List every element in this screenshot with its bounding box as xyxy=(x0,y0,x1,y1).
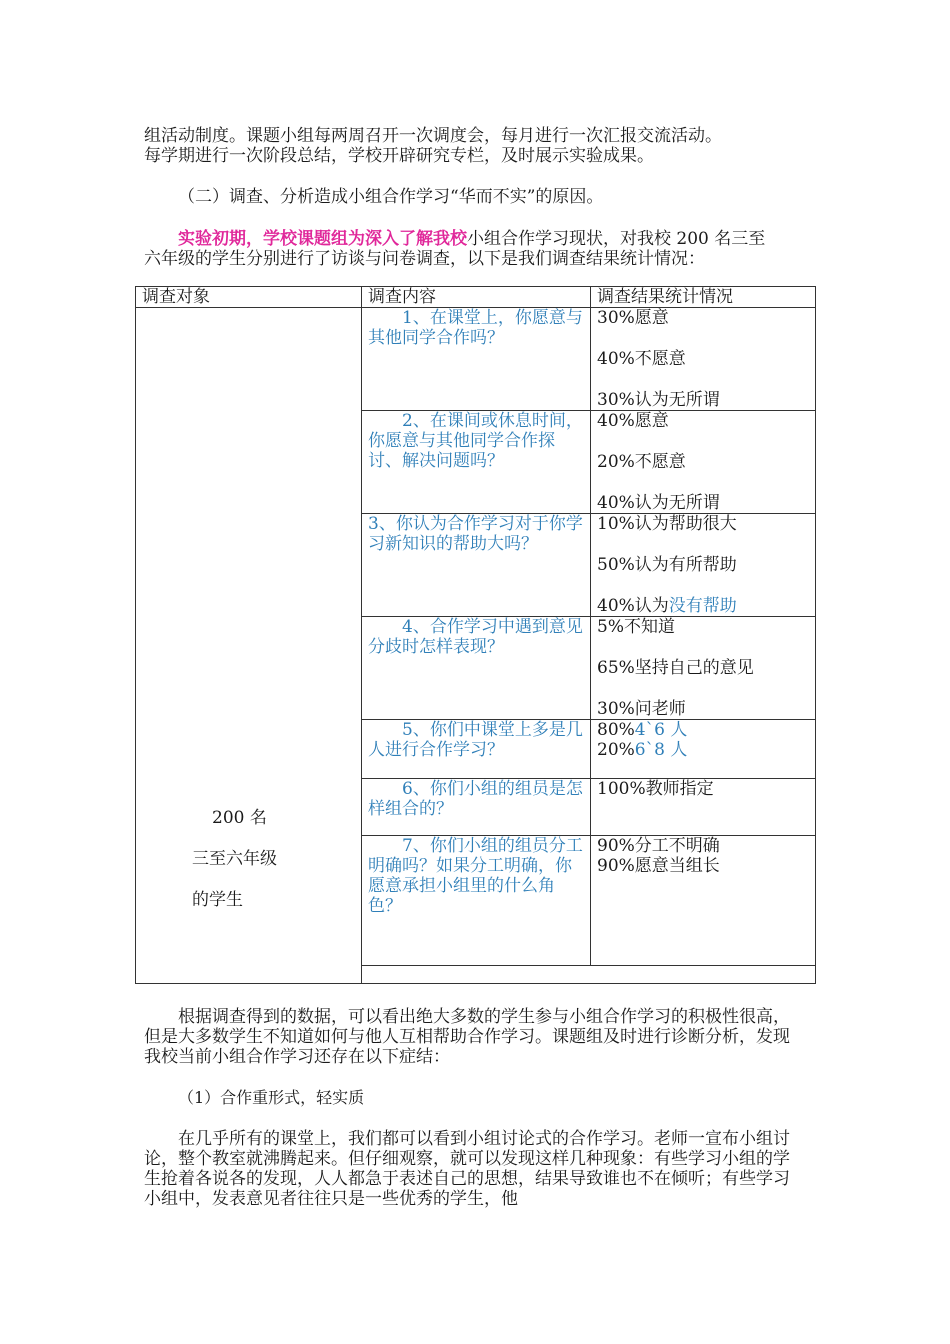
result-line: 30%认为无所谓 xyxy=(597,390,720,410)
result-line: 90%愿意当组长 xyxy=(597,856,720,876)
subject-line-2: 三至六年级 xyxy=(192,849,277,869)
table-header-row xyxy=(136,287,816,308)
result-line xyxy=(597,596,809,616)
result-prefix: 40%认为 xyxy=(597,596,669,616)
question-text: 3、你认为合作学习对于你学习新知识的帮助大吗？ xyxy=(368,514,583,554)
subject-cell xyxy=(136,308,362,984)
question-text: 6、你们小组的组员是怎样组合的？ xyxy=(368,779,583,819)
result-line: 40%不愿意 xyxy=(597,349,686,369)
subject-line-1: 200 名 xyxy=(212,808,267,828)
intro-paragraph xyxy=(144,229,804,269)
result-cell xyxy=(591,720,816,779)
header-subject: 调查对象 xyxy=(136,287,362,308)
header-content: 调查内容 xyxy=(362,287,591,308)
result-line: 20%不愿意 xyxy=(597,452,686,472)
question-text: 1、在课堂上，你愿意与其他同学合作吗？ xyxy=(368,308,583,348)
result-line: 30%愿意 xyxy=(597,308,669,328)
empty-cell xyxy=(362,966,816,984)
result-line: 50%认为有所帮助 xyxy=(597,555,737,575)
result-percent: 80% xyxy=(597,720,635,740)
result-highlight: 没有帮助 xyxy=(668,596,737,616)
result-line: 5%不知道 xyxy=(597,617,675,637)
result-cell xyxy=(591,411,816,514)
result-cell xyxy=(591,514,816,617)
result-line: 65%坚持自己的意见 xyxy=(597,658,754,678)
question-text: 7、你们小组的组员分工明确吗？如果分工明确，你愿意承担小组里的什么角色？ xyxy=(368,836,583,916)
question-text-span: 4、合作学习中遇到意见分歧时怎样表现？ xyxy=(368,617,583,657)
paragraph-1 xyxy=(144,126,804,166)
result-line: 40%愿意 xyxy=(597,411,669,431)
question-cell xyxy=(362,836,591,966)
paragraph-1-line-2: 每学期进行一次阶段总结，学校开辟研究专栏，及时展示实验成果。 xyxy=(144,146,654,166)
result-line: 100%教师指定 xyxy=(597,779,714,799)
header-result: 调查结果统计情况 xyxy=(591,287,816,308)
question-cell xyxy=(362,617,591,720)
result-cell xyxy=(591,617,816,720)
paragraph-1-line-1: 组活动制度。课题小组每两周召开一次调度会，每月进行一次汇报交流活动。 xyxy=(144,126,722,146)
intro-line-2: 六年级的学生分别进行了访谈与问卷调查，以下是我们调查结果统计情况： xyxy=(144,249,705,269)
result-line xyxy=(597,740,809,760)
question-cell xyxy=(362,720,591,779)
result-highlight: 4`6 人 xyxy=(634,720,688,740)
result-highlight: 6`8 人 xyxy=(634,740,688,760)
question-text xyxy=(368,617,584,657)
result-line: 30%问老师 xyxy=(597,699,686,719)
result-line: 90%分工不明确 xyxy=(597,836,720,856)
subject-line-3: 的学生 xyxy=(192,890,243,910)
observation-paragraph: 在几乎所有的课堂上，我们都可以看到小组讨论式的合作学习。老师一宣布小组讨论，整个教室就沸腾起来。但仔细观察，就可以发现这样几种现象：有些学习小组的学生抢着各说各的发现，人人都急于表述自己的思想，结果导致谁也不在倾听；有些学习小组中，发表意见者往往只是一些优秀的学生，他 xyxy=(144,1129,790,1209)
analysis-paragraph: 根据调查得到的数据，可以看出绝大多数的学生参与小组合作学习的积极性很高，但是大多数学生不知道如何与他人互相帮助合作学习。课题组及时进行诊断分析，发现我校当前小组合作学习还存在以下症结： xyxy=(144,1007,790,1067)
table-row xyxy=(136,308,816,411)
result-line: 10%认为帮助很大 xyxy=(597,514,737,534)
survey-table xyxy=(135,286,816,984)
question-text: 2、在课间或休息时间，你愿意与其他同学合作探讨、解决问题吗？ xyxy=(368,411,583,471)
question-cell xyxy=(362,308,591,411)
question-cell xyxy=(362,514,591,617)
question-cell xyxy=(362,411,591,514)
question-cell xyxy=(362,779,591,836)
result-cell xyxy=(591,836,816,966)
intro-rest: 小组合作学习现状，对我校 200 名三至 xyxy=(467,229,766,249)
result-cell xyxy=(591,779,816,836)
question-text: 5、你们中课堂上多是几人进行合作学习？ xyxy=(368,720,583,760)
subsection-heading: （1）合作重形式，轻实质 xyxy=(178,1088,365,1107)
result-cell xyxy=(591,308,816,411)
result-line: 40%认为无所谓 xyxy=(597,493,720,513)
result-line xyxy=(597,720,809,740)
section-heading: （二）调查、分析造成小组合作学习“华而不实”的原因。 xyxy=(178,187,604,207)
result-percent: 20% xyxy=(597,740,635,760)
intro-highlight: 实验初期，学校课题组为深入了解我校 xyxy=(178,229,467,249)
